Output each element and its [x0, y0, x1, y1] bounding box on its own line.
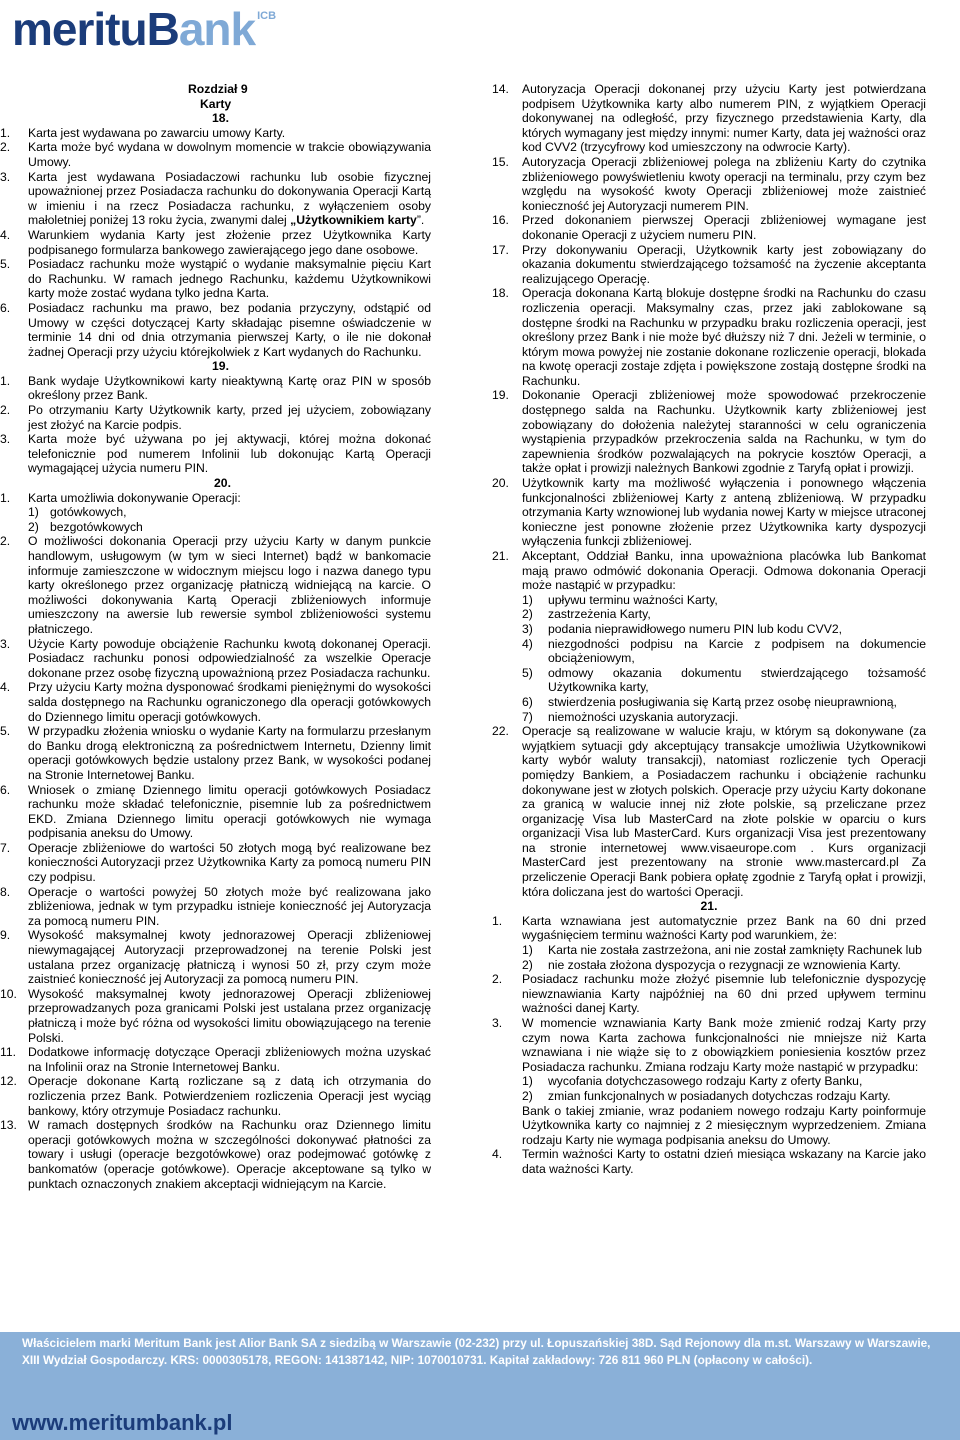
- item-text-body: Operacje są realizowane w walucie kraju, w którym są dokonywane (za wyjątkiem sytuacji gdy akceptujący transakcje umożliwia Użytkownikowi karty wybór waluty transakcji), natomiast rozliczenie tych Operacji pomiędzy Bankiem, a Posiadaczem rachunku i obciążenie rachunku dokonywane jest w złotych polskich. Operacje przy użyciu Karty dokonane za granicą w walucie innej niż złote polskie, są przeliczane przez organizację Visa lub MasterCard na złote polskie w oparciu o kurs organizacji Visa lub MasterCard. Kurs organizacji Visa jest prezentowany na stronie internetowej www.visaeurope.com . Kurs organizacji MasterCard jest prezentowany na stronie www.mastercard.pl Za przeliczenie Operacji Bank pobiera opłatę zgodnie z Taryfą opłat i prowizji, która doliczana jest do wartości Operacji.: [522, 724, 926, 899]
- logo-part2: ank: [178, 3, 256, 55]
- item-number: 6): [522, 694, 533, 709]
- item-number: 2.: [0, 140, 11, 155]
- section-21-item-1-sublist: [492, 943, 926, 972]
- sublist-item: [522, 637, 926, 666]
- item-text-body: Wysokość maksymalnej kwoty jednorazowej Operacji zbliżeniowej przeprowadzanych poza granicami Polski jest ustalana przez organizację płatniczą i może być różna od wysokości limitu obowiązującego na terenie Polski.: [28, 986, 431, 1045]
- item-number: 2.: [0, 403, 11, 418]
- item-text-body: Wysokość maksymalnej kwoty jednorazowej Operacji zbliżeniowej niewymagającej Autoryzacji przeprowadzonej na terenie Polski jest ustalana przez organizację płatniczą i wynosi 50 zł, przy czym może zaistnieć konieczność jej Autoryzacji za pomocą numeru PIN.: [28, 928, 431, 987]
- section-20-list: [0, 534, 431, 1191]
- item-text-body: Autoryzacja Operacji zbliżeniowej polega na zbliżeniu Karty do czytnika zbliżeniowego powyświetleniu kwoty operacji na terminalu, przy czym bez względu na wysokość kwoty Operacji zbliżeniowej może zaistnieć konieczność jej Autoryzacji numerem PIN.: [522, 154, 926, 213]
- section-21-item-2: [492, 972, 926, 1016]
- item-number: 8.: [0, 884, 11, 899]
- item-text: [28, 126, 431, 141]
- item-number: 1): [28, 505, 39, 520]
- item-text: [50, 520, 431, 535]
- item-text-body: Termin ważności Karty to ostatni dzień miesiąca wskazany na Karcie jako data ważności Karty.: [522, 1147, 926, 1176]
- logo-glyph: B: [146, 3, 179, 55]
- item-text: [548, 637, 926, 666]
- item-number: 20.: [492, 476, 509, 491]
- sublist-item: [522, 710, 926, 725]
- item-number: 10.: [0, 986, 17, 1001]
- list-item: [0, 257, 431, 301]
- section-18-list: [0, 126, 431, 360]
- list-item: [0, 140, 431, 169]
- list-item: [492, 388, 926, 476]
- item-text-body: Warunkiem wydania Karty jest złożenie przez Użytkownika Karty podpisanego formularza bankowego zawierającego jego dane osobowe.: [28, 227, 431, 257]
- item-text-body: Operacje zbliżeniowe do wartości 50 złotych mogą być realizowane bez konieczności Autoryzacji przez Użytkownika Karty za pomocą numeru PIN czy podpisu.: [28, 840, 431, 885]
- item-number: 1): [522, 943, 533, 958]
- item-text-body: Posiadacz rachunku ma prawo, bez podania przyczyny, odstąpić od Umowy w części dotyczącej Karty składając pisemne oświadczenie w terminie 14 dni od dnia otrzymania pierwszej Karty, o ile nie dokonał żadnej Operacji przy użyciu którejkolwiek z Kart wydanych do Rachunku.: [28, 300, 431, 359]
- list-item: [492, 1147, 926, 1176]
- item-text: [548, 1089, 926, 1104]
- section-19-heading: 19.: [212, 359, 229, 374]
- item-number: 2): [522, 1088, 533, 1103]
- item-text: [522, 972, 926, 1016]
- right-column: [492, 82, 926, 1177]
- item-number: 19.: [492, 388, 509, 403]
- list-item: [492, 286, 926, 388]
- section-21-item-1: [492, 914, 926, 943]
- item-text-body: W momencie wznawiania Karty Bank może zmienić rodzaj Karty przy czym nowa Karta zachowa funkcjonalności nie mniejsze niż Karta wznawiana i nie wiąże się to z obowiązkiem poniesienia kosztów przez Posiadacza rachunku. Zmiana rodzaju Karty może nastąpić w przypadku:: [522, 1016, 926, 1074]
- item-number: 5.: [0, 257, 11, 272]
- sublist-item: [522, 943, 926, 958]
- item-number: 1.: [492, 913, 503, 928]
- list-item: [0, 1118, 431, 1191]
- item-number: 21.: [492, 549, 509, 563]
- item-number: 13.: [0, 1118, 17, 1133]
- item-text-body: Karta może być wydana w dowolnym momencie w trakcie obowiązywania Umowy.: [28, 140, 431, 169]
- item-text-tail: ”.: [416, 213, 425, 228]
- item-text-body: nie została złożona dyspozycja o rezygnacji ze wznowienia Karty.: [548, 957, 901, 972]
- list-item: [492, 972, 926, 1016]
- item-text-body: Autoryzacja Operacji dokonanej przy użyciu Karty jest potwierdzana podpisem Użytkownika karty albo numerem PIN, z wyjątkiem Operacji dokonywanej na odległość, przy fizycznego przedstawienia Karty, dla których wymagany jest między innymi: numer Karty, data jej ważności oraz kod CVV2 (trzycyfrowy kod umieszczony na odwrocie Karty).: [522, 82, 926, 155]
- item-text: [548, 1074, 926, 1089]
- section-21-item-3-sublist: [492, 1074, 926, 1103]
- item-text-body: odmowy okazania dokumentu stwierdzającego tożsamość Użytkownika karty,: [548, 665, 926, 695]
- item-text-body: Operacje dokonane Kartą rozliczane są z datą ich otrzymania do rozliczenia przez Bank. Potwierdzeniem rozliczenia Operacji jest wyciąg bankowy, który otrzymuje Posiadacz rachunku.: [28, 1074, 431, 1118]
- list-item: [492, 914, 926, 943]
- item-text-body: niemożności uzyskania autoryzacji.: [548, 709, 739, 724]
- item-text: [548, 593, 926, 608]
- item-number: 1.: [0, 373, 11, 388]
- list-item: [0, 987, 431, 1045]
- item-text-body: Posiadacz rachunku może złożyć pisemnie lub telefonicznie dyspozycję niewznawiania Karty najpóźniej na 60 dni przed upływem terminu ważności danej Karty.: [522, 972, 926, 1016]
- item-number: 16.: [492, 213, 509, 228]
- item-number: 2): [522, 607, 533, 622]
- section-21-item-4: [492, 1147, 926, 1176]
- item-text: [522, 914, 926, 943]
- left-column: [0, 82, 431, 1191]
- item-text-body: zmian funkcjonalnych w posiadanych dotychczas rodzaju Karty.: [548, 1088, 891, 1103]
- item-number: 1): [522, 592, 533, 607]
- section-21-item-3: [492, 1016, 926, 1074]
- item-number: 9.: [0, 928, 11, 943]
- item-number: 1): [522, 1074, 533, 1089]
- section-19-list: [0, 374, 431, 476]
- item-text: [28, 1045, 431, 1074]
- list-item: [0, 783, 431, 841]
- list-item: [0, 491, 431, 506]
- item-number: 1.: [0, 125, 11, 140]
- list-item: [492, 724, 926, 899]
- item-text: [522, 388, 926, 476]
- item-number: 5): [522, 665, 533, 680]
- item-21: [492, 549, 926, 593]
- list-item: [492, 82, 926, 155]
- item-text-body: Operacje o wartości powyżej 50 złotych może być realizowana jako zbliżeniowa, jednak w tym przypadku istnieje konieczność jej Autoryzacja za pomocą numeru PIN.: [28, 884, 431, 928]
- item-number: 4.: [0, 227, 11, 242]
- item-21-sublist: [492, 593, 926, 724]
- list-item: [0, 374, 431, 403]
- list-item: [0, 928, 431, 986]
- sublist-item: [522, 1074, 926, 1089]
- item-text: [522, 476, 926, 549]
- item-text: [548, 958, 926, 973]
- item-number: 2.: [492, 972, 503, 987]
- item-number: 6.: [0, 300, 11, 315]
- item-text-body: gotówkowych,: [50, 505, 127, 520]
- list-item: [0, 228, 431, 257]
- item-text: [548, 710, 926, 725]
- list-item: [492, 549, 926, 593]
- item-text: [28, 1118, 431, 1191]
- item-number: 1.: [0, 490, 11, 505]
- list-item: [0, 403, 431, 432]
- sublist-item: [522, 958, 926, 973]
- section-20-sublist: [0, 505, 431, 534]
- sublist-item: [522, 695, 926, 710]
- item-number: 2): [522, 957, 533, 972]
- list-item: [0, 126, 431, 141]
- item-text-body: Użytkownik karty ma możliwość wyłączenia i ponownego włączenia funkcjonalności zbliżeniowej Karty z anteną zbliżeniową. W przypadku otrzymania Karty wznowionej lub wydania nowej Karty w miejsce utraconej konieczne jest ponowne złożenie przez Użytkownika karty dyspozycji wyłączenia funkcji zbliżeniowej.: [522, 476, 926, 549]
- chapter-title: Rozdział 9: [188, 82, 248, 96]
- item-number: 15.: [492, 154, 509, 169]
- list-item: [0, 170, 431, 228]
- item-text-body: Użycie Karty powoduje obciążenie Rachunku kwotą dokonanej Operacji. Posiadacz rachunku ponosi odpowiedzialność za wszelkie Operacje dokonane przez osobę fizyczną upoważnioną przez Posiadacza rachunku.: [28, 636, 431, 680]
- item-number: 3.: [0, 636, 11, 651]
- item-text: [28, 228, 431, 257]
- item-text: [522, 82, 926, 155]
- item-text: [28, 928, 431, 986]
- footer: [0, 1332, 960, 1440]
- item-number: 3.: [492, 1016, 503, 1030]
- item-text-body: Akceptant, Oddział Banku, inna upoważniona placówka lub Bankomat mają prawo odmówić dokonania Operacji. Odmowa dokonania Operacji może nastąpić w przypadku:: [522, 549, 926, 593]
- item-text: [522, 724, 926, 899]
- item-text-body: upływu terminu ważności Karty,: [548, 592, 718, 607]
- item-text: [522, 1147, 926, 1176]
- item-text-body: O możliwości dokonania Operacji przy użyciu Karty w danym punkcie handlowym, usługowym (w tym w sieci Internet) bądź w bankomacie informuje zamieszczone w widocznym miejscu logo i nazwa danego typu karty określonego przez organizację płatniczą widniejącą na karcie. O możliwości dokonywania Kartą Operacji zbliżeniowych informuje umieszczony na awersie lub rewersie symbol zbliżeniowości systemu płatniczego.: [28, 534, 431, 636]
- item-text-body: wycofania dotychczasowego rodzaju Karty z oferty Banku,: [548, 1074, 863, 1089]
- defined-term: „Użytkownikiem karty: [290, 213, 417, 228]
- item-number: 3.: [0, 432, 11, 447]
- item-number: 11.: [0, 1045, 17, 1060]
- item-text: [28, 987, 431, 1045]
- list-item: [0, 841, 431, 885]
- item-text: [28, 140, 431, 169]
- item-text-body: W ramach dostępnych środków na Rachunku oraz Dziennego limitu operacji gotówkowych można w szczególności dokonywać płatności za towary i usługi (operacje bezgotówkowe) oraz podejmować gotówkę z bankomatów (operacje gotówkowe). Operacje akceptowane są tylko w punktach oznaczonych znakiem akceptacji widniejącym na Karcie.: [28, 1118, 431, 1191]
- item-text: [28, 403, 431, 432]
- item-text: [28, 374, 431, 403]
- list-item: [492, 213, 926, 242]
- item-text: [28, 301, 431, 359]
- item-number: 4.: [492, 1147, 503, 1162]
- item-number: 4.: [0, 680, 11, 695]
- item-number: 22.: [492, 724, 509, 739]
- section-20-heading: 20.: [214, 476, 231, 491]
- item-text: [28, 534, 431, 636]
- sublist-item: [522, 666, 926, 695]
- item-text: [522, 549, 926, 593]
- item-text: [28, 680, 431, 724]
- item-text-body: podania nieprawidłowego numeru PIN lub kodu CVV2,: [548, 621, 843, 636]
- item-text: [522, 155, 926, 213]
- item-text-body: Karta jest wydawana Posiadaczowi rachunku lub osobie fizycznej upoważnionej przez Posiadacza rachunku do dokonywania Operacji Kartą w imieniu i na rzecz Posiadacza rachunku, z wyłączeniem osoby małoletniej poniżej 13 roku życia, zwanymi dalej: [28, 169, 431, 228]
- item-text-body: Przy dokonywaniu Operacji, Użytkownik karty jest zobowiązany do okazania dokumentu stwierdzającego tożsamość na życzenie akceptanta realizującego Operację.: [522, 242, 926, 286]
- list-item: [492, 1016, 926, 1074]
- footer-legal-line-1: Właścicielem marki Meritum Bank jest Alior Bank SA z siedzibą w Warszawie (02-232) przy ul. Łopuszańskiej 38D. Sąd Rejonowy dla m.st. Warszawy w Warszawie,: [22, 1336, 931, 1350]
- sublist-item: [522, 622, 926, 637]
- item-text: Karta umożliwia dokonywanie Operacji:: [28, 490, 241, 505]
- meritum-bank-logo: [12, 4, 276, 54]
- item-text-body: Posiadacz rachunku może wystąpić o wydanie maksymalnie pięciu Kart do Rachunku. W ramach jednego Rachunku, każdemu Użytkownikowi karty może zostać wydana tylko jedna Karta.: [28, 257, 431, 301]
- item-text: [522, 1016, 926, 1074]
- item-number: 2): [28, 519, 39, 534]
- item-number: 6.: [0, 782, 11, 797]
- footer-legal-line-2: XIII Wydział Gospodarczy. KRS: 0000305178, REGON: 141387142, NIP: 1070010731. Kapitał zakładowy: 726 811 960 PLN (opłacony w całości).: [22, 1353, 813, 1367]
- logo-part1: meritu: [12, 3, 147, 55]
- item-text-body: Karta może być używana po jej aktywacji, której można dokonać telefonicznie pod numerem Infolinii lub dokonując Kartą Operacji wymagającej użycia numeru PIN.: [28, 432, 431, 476]
- item-number: 5.: [0, 724, 11, 739]
- item-text: [548, 622, 926, 637]
- list-item: [0, 680, 431, 724]
- item-text: [28, 1074, 431, 1118]
- item-number: 14.: [492, 82, 509, 96]
- item-text: [28, 637, 431, 681]
- item-text: [548, 607, 926, 622]
- list-item: [0, 534, 431, 636]
- list-item: [492, 243, 926, 287]
- item-number: 17.: [492, 242, 509, 257]
- item-text: [28, 783, 431, 841]
- item-text: [548, 666, 926, 695]
- item-text-body: Karta jest wydawana po zawarciu umowy Karty.: [28, 125, 286, 140]
- item-text-body: stwierdzenia posługiwania się Kartą przez osobę nieuprawnioną,: [548, 694, 897, 709]
- list-item: [0, 885, 431, 929]
- item-text-body: Przed dokonaniem pierwszej Operacji zbliżeniowej wymagane jest dokonanie Operacji z użyciem numeru PIN.: [522, 213, 926, 242]
- item-text-body: Bank wydaje Użytkownikowi karty nieaktywną Kartę oraz PIN w sposób określony przez Bank.: [28, 373, 431, 403]
- item-number: 7): [522, 709, 533, 724]
- chapter-subtitle: Karty: [200, 96, 232, 111]
- sublist-item: [522, 607, 926, 622]
- item-number: 2.: [0, 534, 11, 549]
- item-text-body: Dokonanie Operacji zbliżeniowej może spowodować przekroczenie dostępnego salda na Rachunku. Użytkownik karty zbliżeniowej jest zobowiązany do dołożenia należytej staranności w celu ograniczenia wystąpienia przypadków przekroczenia salda na Rachunku, w tym do zapewnienia środków pozwalających na pokrycie kosztów Operacji, a także opłat i prowizji należnych Bankowi zgodnie z Taryfą opłat i prowizji.: [522, 388, 926, 476]
- item-text-body: Karta wznawiana jest automatycznie przez Bank na 60 dni przed wygaśnięciem terminu ważności Karty pod warunkiem, że:: [522, 913, 926, 943]
- item-text: [548, 695, 926, 710]
- list-item: [0, 1045, 431, 1074]
- item-text: [50, 505, 431, 520]
- item-number: 3): [522, 621, 533, 636]
- item-text: [28, 432, 431, 476]
- sublist-item: [522, 593, 926, 608]
- website-link[interactable]: www.meritumbank.pl: [12, 1410, 233, 1435]
- section-21-heading: 21.: [700, 899, 718, 914]
- item-text-body: W przypadku złożenia wniosku o wydanie Karty na formularzu przesłanym do Banku drogą elektroniczną za pośrednictwem Internetu, Dzienny limit operacji gotówkowych będzie ustalony przez Bank, w wysokości podanej na Stronie Internetowej Banku.: [28, 724, 431, 782]
- item-text: [522, 286, 926, 388]
- list-item: [492, 155, 926, 213]
- item-number: 4): [522, 636, 533, 651]
- item-number: 7.: [0, 840, 11, 855]
- item-text: [548, 943, 926, 958]
- item-number: 3.: [0, 169, 11, 184]
- list-item: [0, 1074, 431, 1118]
- item-text-body: niezgodności podpisu na Karcie z podpisem na dokumencie obciążeniowym,: [548, 636, 926, 666]
- item-text: [28, 724, 431, 782]
- section-20-continued-list: [492, 82, 926, 549]
- sublist-item: [28, 505, 431, 520]
- sublist-item: [522, 1089, 926, 1104]
- section-21-item-3-note: Bank o takiej zmianie, wraz podaniem nowego rodzaju Karty poinformuje Użytkownika karty co najmniej z 2 miesięcznym wyprzedzeniem. Zmiana rodzaju Karty nie wymaga podpisania aneksu do Umowy.: [522, 1103, 926, 1147]
- item-text: [28, 885, 431, 929]
- item-text-body: Wniosek o zmianę Dziennego limitu operacji gotówkowych Posiadacz rachunku może składać telefonicznie, pisemnie lub za pośrednictwem EKD. Zmiana Dziennego limitu operacji gotówkowych nie wymaga podpisania aneksu do Umowy.: [28, 782, 431, 841]
- list-item: [492, 476, 926, 549]
- item-text-body: Przy użyciu Karty można dysponować środkami pieniężnymi do wysokości salda dostępnego na Rachunku ograniczonego dla operacji gotówkowych do Dziennego limitu operacji gotówkowych.: [28, 680, 431, 724]
- logo-suffix: ICB: [257, 10, 277, 22]
- item-22: [492, 724, 926, 899]
- item-number: 12.: [0, 1074, 17, 1089]
- item-text-body: bezgotówkowych: [50, 519, 143, 534]
- item-text-body: Dodatkowe informację dotyczące Operacji zbliżeniowych można uzyskać na Infolinii oraz na Stronie Internetowej Banku.: [28, 1045, 431, 1074]
- list-item: [0, 637, 431, 681]
- item-text: [28, 841, 431, 885]
- list-item: [0, 301, 431, 359]
- item-text-body: Karta nie została zastrzeżona, ani nie został zamknięty Rachunek lub: [548, 943, 922, 958]
- item-text: [522, 213, 926, 242]
- item-number: 18.: [492, 286, 509, 301]
- item-text: [28, 257, 431, 301]
- item-text: [522, 243, 926, 287]
- list-item: [0, 432, 431, 476]
- sublist-item: [28, 520, 431, 535]
- item-text-body: zastrzeżenia Karty,: [548, 607, 651, 622]
- item-text: [28, 170, 431, 228]
- item-text-body: Operacja dokonana Kartą blokuje dostępne środki na Rachunku do czasu rozliczenia operacji. Maksymalny czas, przez jaki zablokowane są dostępne środki na Rachunku w przypadku braku rozliczenia operacji, jest określony przez Bank i nie może być dłuższy niż 7 dni. Jeżeli w terminie, o którym mowa powyżej nie zostanie dokonane rozliczenie operacji, blokada na kwotę operacji zostaje zdjęta i powiększone zostają dostępne środki na Rachunku.: [522, 286, 926, 388]
- section-18-heading: 18.: [212, 111, 229, 126]
- list-item: [0, 724, 431, 782]
- item-text-body: Po otrzymaniu Karty Użytkownik karty, przed jej użyciem, zobowiązany jest złożyć na Karcie podpis.: [28, 403, 431, 432]
